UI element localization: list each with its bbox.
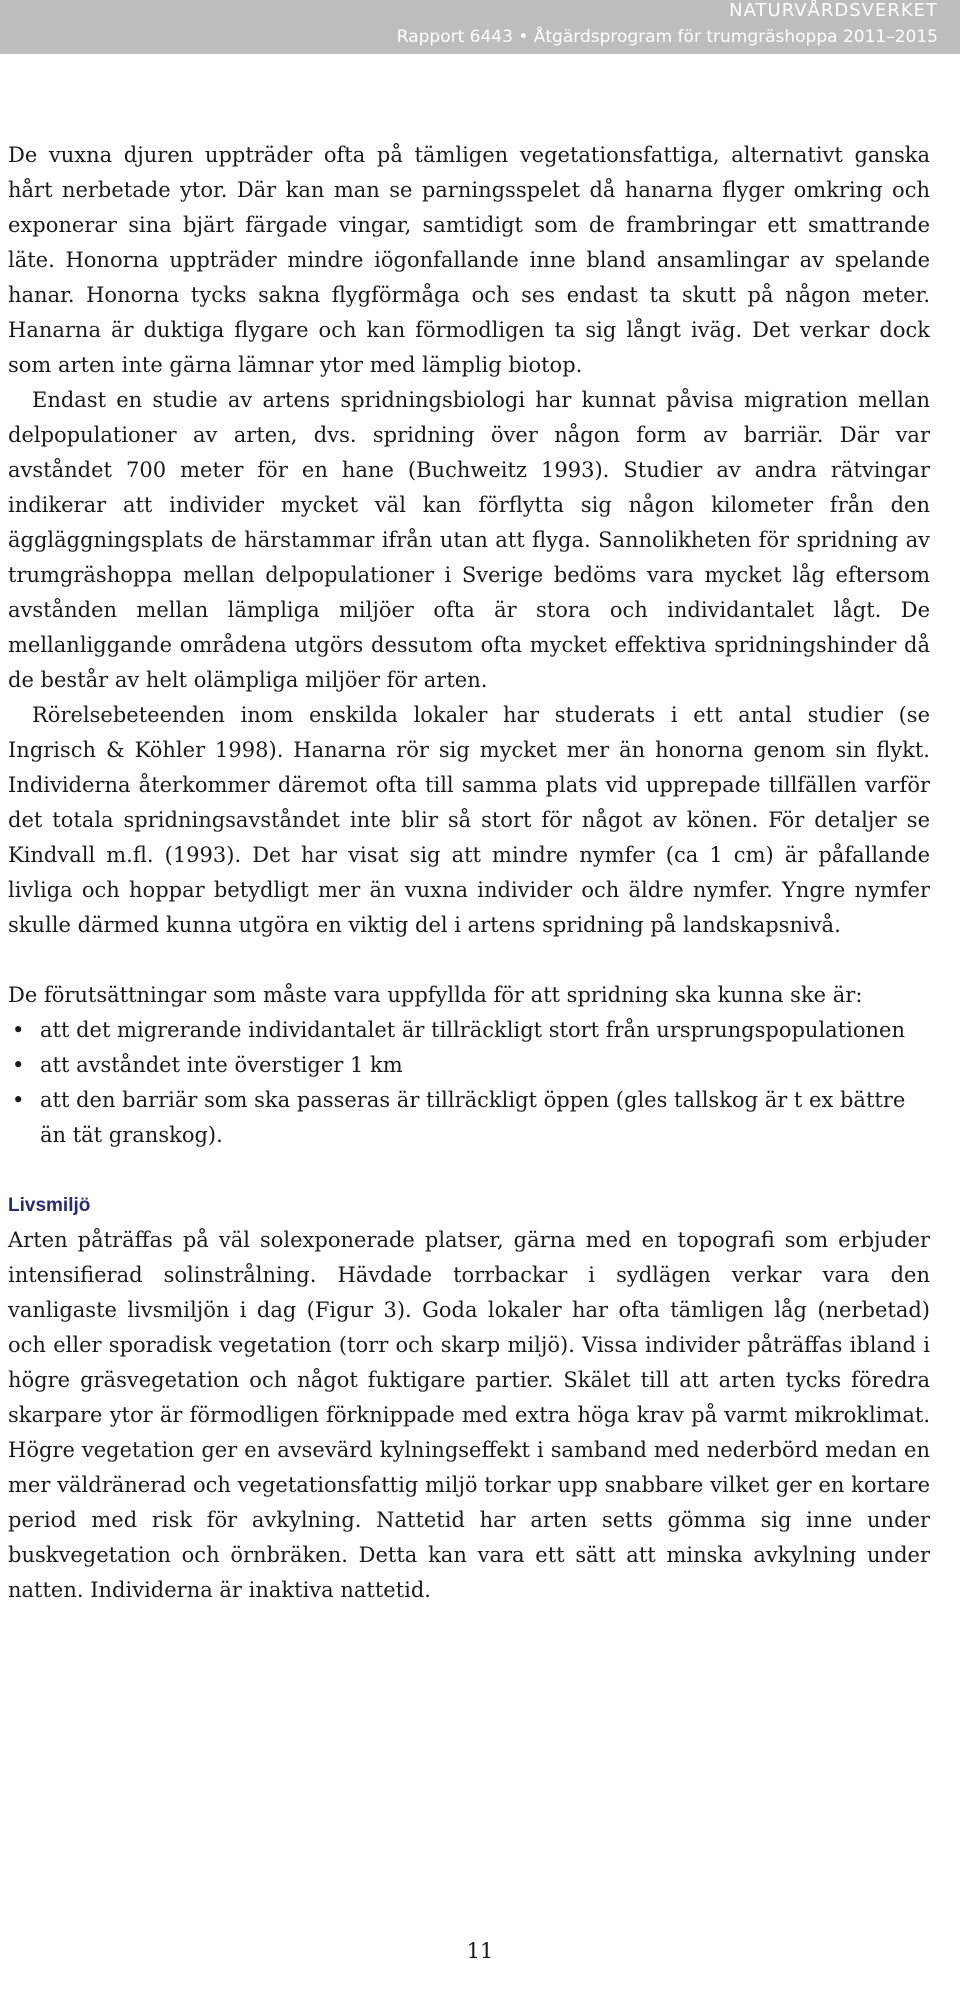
section-gap [8,1153,930,1188]
header-report-title: Rapport 6443 • Åtgärdsprogram för trumgräshoppa 2011–2015 [396,27,938,47]
paragraph-movement: Rörelsebeteenden inom enskilda lokaler har studerats i ett antal studier (se Ingrisch & Köhler 1998). Hanarna rör sig mycket mer än honorna genom sin flykt. Individerna återkommer däremot ofta till samma plats vid upprepade tillfällen varför det totala spridningsavståndet inte blir så stort för något av könen. För detaljer se Kindvall m.fl. (1993). Det har visat sig att mindre nymfer (ca 1 cm) är påfallande livliga och hoppar betydligt mer än vuxna individer och äldre nymfer. Yngre nymfer skulle därmed kunna utgöra en viktig del i artens spridning på landskapsnivå. [8,703,930,937]
paragraph-livsmiljo: Arten påträffas på väl solexponerade platser, gärna med en topografi som erbjuder intensifierad solinstrålning. Hävdade torrbackar i sydlägen verkar vara den vanligaste livsmiljön i dag (Figur 3). Goda lokaler har ofta tämligen låg (nerbetad) och eller sporadisk vegetation (torr och skarp miljö). Vissa individer påträffas ibland i högre gräsvegetation och något fuktigare partier. Skälet till att arten tycks föredra skarpare ytor är förmodligen förknippade med extra höga krav på varmt mikroklimat. Högre vegetation ger en avsevärd kylningseffekt i samband med nederbörd medan en mer väldränerad och vegetationsfattig miljö torkar upp snabbare vilket ger en kortare period med risk för avkylning. Nattetid har arten setts gömma sig inne under buskvegetation och örnbräken. Detta kan vara ett sätt att minska avkylning under natten. Individerna är inaktiva nattetid. [8,1228,930,1602]
list-item [8,1013,930,1048]
main-text [8,138,930,1608]
bullet-icon: • [12,1018,25,1042]
section-heading-livsmiljo: Livsmiljö [8,1195,91,1216]
paragraph-dispersal-study: Endast en studie av artens spridningsbiologi har kunnat påvisa migration mellan delpopulationer av arten, dvs. spridning över någon form av barriär. Där var avståndet 700 meter för en hane (Buchweitz 1993). Studier av andra rätvingar indikerar att individer mycket väl kan förflytta sig någon kilometer från den äggläggningsplats de härstammar ifrån utan att flyga. Sannolikheten för spridning av trumgräshoppa mellan delpopulationer i Sverige bedöms vara mycket låg eftersom avstånden mellan lämpliga miljöer ofta är stora och individantalet lågt. De mellanliggande områdena utgörs dessutom ofta mycket effektiva spridningshinder då de består av helt olämpliga miljöer för arten. [8,388,930,692]
list-item [8,1048,930,1083]
section-gap [8,943,930,978]
conditions-intro: De förutsättningar som måste vara uppfyllda för att spridning ska kunna ske är: [8,983,863,1007]
list-item-text: att avståndet inte överstiger 1 km [40,1053,403,1077]
bullet-icon: • [12,1088,25,1112]
list-item-text: att den barriär som ska passeras är tillräckligt öppen (gles tallskog är t ex bättre än tät granskog). [40,1088,906,1147]
bullet-icon: • [12,1053,25,1077]
page-header [0,0,960,54]
list-item [8,1083,930,1153]
conditions-list [8,1013,930,1153]
paragraph-adults: De vuxna djuren uppträder ofta på tämligen vegetationsfattiga, alternativt ganska hårt nerbetade ytor. Där kan man se parningsspelet då hanarna flyger omkring och exponerar sina bjärt färgade vingar, samtidigt som de frambringar ett smattrande läte. Honorna uppträder mindre iögonfallande inne bland ansamlingar av spelande hanar. Honorna tycks sakna flygförmåga och ses endast ta skutt på någon meter. Hanarna är duktiga flygare och kan förmodligen ta sig långt iväg. Det verkar dock som arten inte gärna lämnar ytor med lämplig biotop. [8,143,930,377]
list-item-text: att det migrerande individantalet är tillräckligt stort från ursprungspopulationen [40,1018,905,1042]
header-organization: NATURVÅRDSVERKET [729,0,938,21]
page-number: 11 [466,1939,494,1963]
